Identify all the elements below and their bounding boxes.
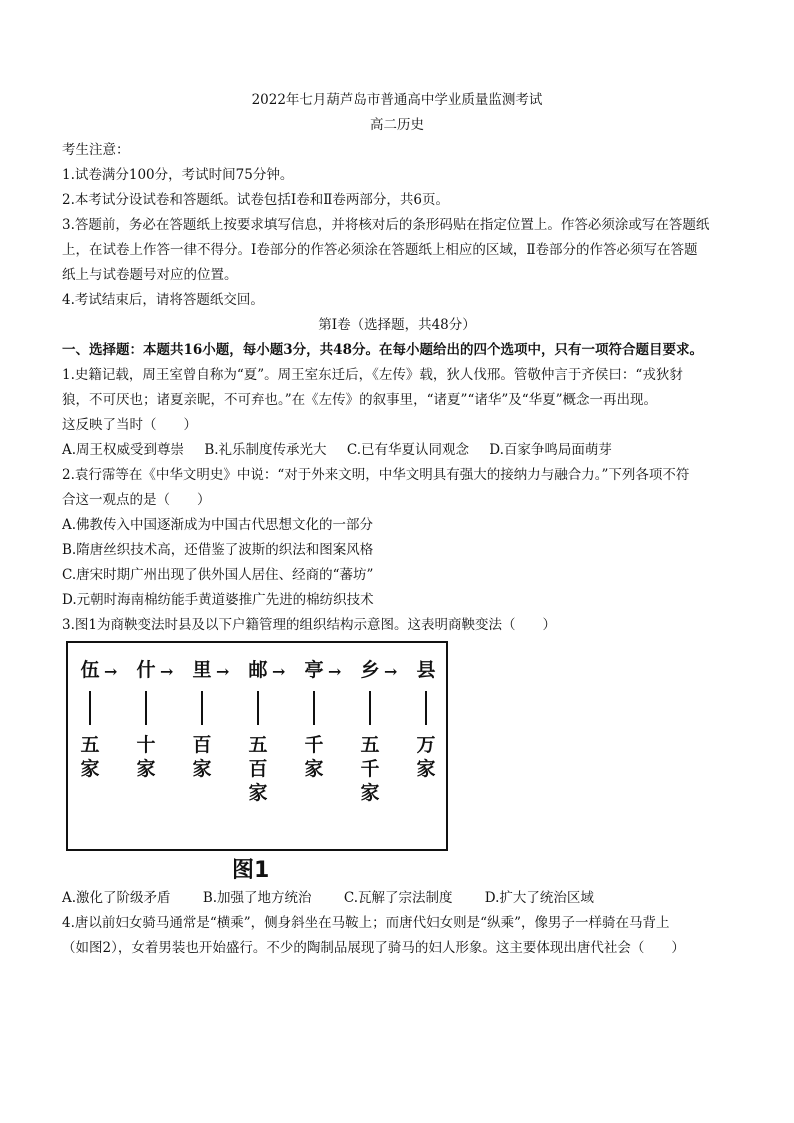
arrow: →: [328, 662, 342, 681]
q1-stem-line: 这反映了当时（ ）: [62, 417, 197, 433]
q2-option-d[interactable]: D.元朝时海南棉纺能手黄道婆推广先进的棉纺织技术: [62, 592, 374, 608]
q2-stem-line: 2.袁行霈等在《中华文明史》中说：“对于外来文明，中华文明具有强大的接纳力与融合力。”下列各项不符: [62, 467, 690, 483]
household-count: 千家: [304, 734, 324, 780]
unit-label: 什: [136, 659, 156, 681]
household-count: 百家: [192, 734, 212, 780]
section-title: 第Ⅰ卷（选择题，共48分）: [318, 317, 476, 333]
q2-option-b[interactable]: B.隋唐丝织技术高，还借鉴了波斯的织法和图案风格: [62, 542, 374, 558]
connector-line: [201, 691, 203, 725]
household-count: 十家: [136, 734, 156, 780]
q1-stem-line: 狼，不可厌也；诸夏亲昵，不可弃也。”在《左传》的叙事里，“诸夏”“诸华”及“华夏”概念一再出现。: [62, 392, 658, 408]
notice-item: 1.试卷满分100分，考试时间75分钟。: [62, 167, 294, 183]
unit-you: [244, 655, 272, 805]
unit-ting: [300, 655, 328, 781]
unit-label: 县: [416, 659, 436, 681]
household-chain: [68, 655, 446, 845]
connector-line: [145, 691, 147, 725]
notice-item: 纸上与试卷题号对应的位置。: [62, 267, 238, 283]
unit-label: 里: [192, 659, 212, 681]
notice-item: 4.考试结束后，请将答题纸交回。: [62, 292, 264, 308]
unit-label: 亭: [304, 659, 324, 681]
exam-subject: 高二历史: [370, 117, 424, 133]
household-count: 五千家: [360, 734, 380, 804]
q3-options: [62, 887, 610, 909]
unit-xian: [412, 655, 440, 781]
q3-stem: 3.图1为商鞅变法时县及以下户籍管理的组织结构示意图。这表明商鞅变法（ ）: [62, 617, 556, 633]
connector-line: [313, 691, 315, 725]
unit-label: 伍: [80, 659, 100, 681]
household-count: 五家: [80, 734, 100, 780]
q1-option-d[interactable]: D.百家争鸣局面萌芽: [489, 442, 612, 458]
unit-xiang: [356, 655, 384, 805]
q3-option-a[interactable]: A.激化了阶级矛盾: [62, 890, 171, 906]
unit-li: [188, 655, 216, 781]
figure-1-household-structure: [66, 641, 448, 851]
unit-wu: [76, 655, 104, 781]
q4-stem-line: （如图2），女着男装也开始盛行。不少的陶制品展现了骑马的妇人形象。这主要体现出唐代社会（ ）: [62, 940, 685, 956]
unit-label: 邮: [248, 659, 268, 681]
household-count: 万家: [416, 734, 436, 780]
connector-line: [89, 691, 91, 725]
arrow: →: [384, 662, 398, 681]
q2-option-c[interactable]: C.唐宋时期广州出现了供外国人居住、经商的“蕃坊”: [62, 567, 374, 583]
arrow: →: [104, 662, 118, 681]
exam-title: 2022年七月葫芦岛市普通高中学业质量监测考试: [251, 92, 543, 108]
q1-stem-line: 1.史籍记载，周王室曾自称为“夏”。周王室东迁后，《左传》载，狄人伐邢。管敬仲言于齐侯曰：“戎狄豺: [62, 367, 683, 383]
connector-line: [257, 691, 259, 725]
q2-option-a[interactable]: A.佛教传入中国逐渐成为中国古代思想文化的一部分: [62, 517, 374, 533]
arrow: →: [216, 662, 230, 681]
unit-shi: [132, 655, 160, 781]
q3-option-b[interactable]: B.加强了地方统治: [202, 890, 312, 906]
q1-options: [62, 439, 628, 461]
unit-label: 乡: [360, 659, 380, 681]
connector-line: [425, 691, 427, 725]
q3-option-c[interactable]: C.瓦解了宗法制度: [343, 890, 453, 906]
notice-heading: 考生注意：: [62, 142, 130, 158]
arrow: →: [160, 662, 174, 681]
section-instruction: 一、选择题：本题共16小题，每小题3分，共48分。在每小题给出的四个选项中，只有一项符合题目要求。: [62, 342, 703, 358]
q4-stem-line: 4.唐以前妇女骑马通常是“横乘”，侧身斜坐在马鞍上；而唐代妇女则是“纵乘”，像男子一样骑在马背上: [62, 915, 670, 931]
q1-option-c[interactable]: C.已有华夏认同观念: [346, 442, 469, 458]
connector-line: [369, 691, 371, 725]
household-count: 五百家: [248, 734, 268, 804]
q1-option-b[interactable]: B.礼乐制度传承光大: [204, 442, 327, 458]
q2-stem-line: 合这一观点的是（ ）: [62, 492, 211, 508]
notice-item: 上，在试卷上作答一律不得分。Ⅰ卷部分的作答必须涂在答题纸上相应的区域，Ⅱ卷部分的作答必须写在答题: [62, 242, 698, 258]
q1-option-a[interactable]: A.周王权威受到尊崇: [62, 442, 185, 458]
figure-1-caption: 图1: [232, 858, 270, 883]
notice-item: 2.本考试分设试卷和答题纸。试卷包括Ⅰ卷和Ⅱ卷两部分，共6页。: [62, 192, 449, 208]
notice-item: 3.答题前，务必在答题纸上按要求填写信息，并将核对后的条形码贴在指定位置上。作答必须涂或写在答题纸: [62, 217, 710, 233]
arrow: →: [272, 662, 286, 681]
q3-option-d[interactable]: D.扩大了统治区域: [484, 890, 594, 906]
